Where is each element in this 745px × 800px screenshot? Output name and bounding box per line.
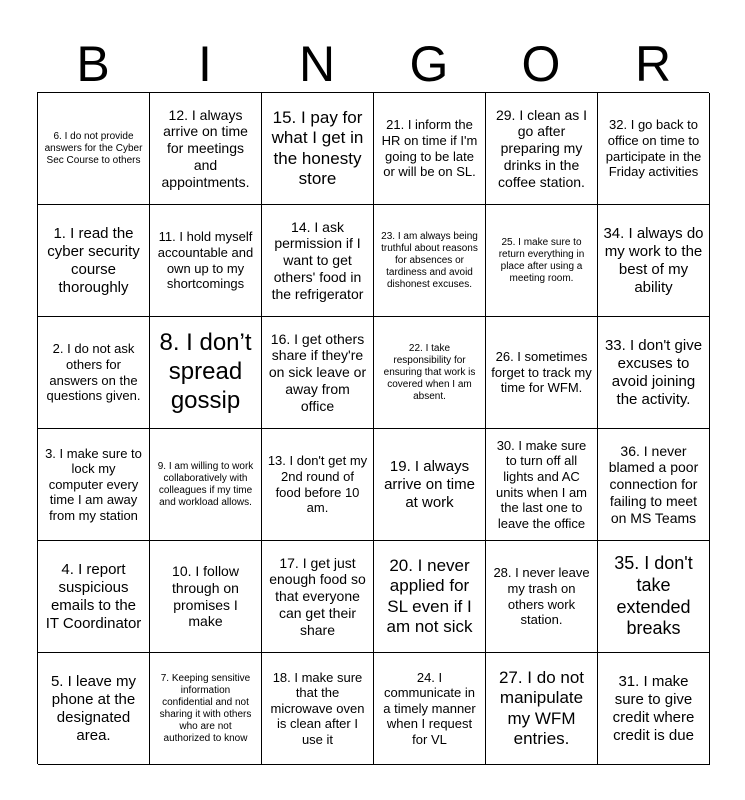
bingo-cell[interactable] bbox=[598, 317, 710, 429]
bingo-cell-text: 30. I make sure to turn off all lights and AC units when I am the last one to leave the office bbox=[495, 437, 588, 531]
bingo-cell[interactable] bbox=[262, 429, 374, 541]
header-letter-i: I bbox=[198, 36, 212, 92]
bingo-cell[interactable] bbox=[374, 429, 486, 541]
bingo-cell-text: 16. I get others share if they're on sick leave or away from office bbox=[268, 330, 367, 414]
bingo-cell-text: 18. I make sure that the microwave oven is clean after I use it bbox=[270, 669, 365, 747]
bingo-cell-text: 32. I go back to office on time to participate in the Friday activities bbox=[605, 117, 702, 180]
bingo-cell[interactable] bbox=[150, 653, 262, 765]
bingo-cell-text: 1. I read the cyber security course thoroughly bbox=[47, 224, 140, 296]
bingo-cell-text: 8. I don’t spread gossip bbox=[159, 329, 252, 414]
bingo-cell[interactable] bbox=[38, 541, 150, 653]
bingo-cell-text: 25. I make sure to return everything in place after using a meeting room. bbox=[498, 236, 585, 284]
bingo-cell-text: 11. I hold myself accountable and own up to my shortcomings bbox=[157, 229, 254, 292]
bingo-cell-text: 4. I report suspicious emails to the IT Coordinator bbox=[45, 560, 142, 632]
header-letter-r: R bbox=[634, 36, 672, 92]
bingo-cell[interactable] bbox=[374, 317, 486, 429]
bingo-cell[interactable] bbox=[150, 429, 262, 541]
bingo-header bbox=[37, 36, 709, 92]
bingo-cell[interactable] bbox=[150, 317, 262, 429]
bingo-cell-text: 3. I make sure to lock my computer every time I am away from my station bbox=[45, 445, 142, 523]
bingo-grid bbox=[37, 92, 709, 764]
bingo-cell-text: 5. I leave my phone at the designated area. bbox=[50, 672, 137, 744]
bingo-cell[interactable] bbox=[598, 205, 710, 317]
bingo-cell[interactable] bbox=[38, 317, 150, 429]
bingo-cell-text: 10. I follow through on promises I make bbox=[172, 562, 239, 630]
bingo-cell-text: 33. I don't give excuses to avoid joining the activity. bbox=[604, 336, 703, 408]
bingo-cell-text: 13. I don't get my 2nd round of food before 10 am. bbox=[267, 453, 368, 516]
bingo-cell[interactable] bbox=[262, 93, 374, 205]
bingo-cell[interactable] bbox=[262, 541, 374, 653]
bingo-cell-text: 2. I do not ask others for answers on the questions given. bbox=[46, 341, 141, 404]
bingo-cell[interactable] bbox=[598, 541, 710, 653]
bingo-cell[interactable] bbox=[598, 429, 710, 541]
bingo-cell[interactable] bbox=[38, 93, 150, 205]
bingo-cell[interactable] bbox=[374, 205, 486, 317]
header-letter-g: G bbox=[409, 36, 449, 92]
header-letter-b: B bbox=[76, 36, 110, 92]
bingo-cell-text: 28. I never leave my trash on others work station. bbox=[493, 565, 590, 628]
bingo-cell-text: 21. I inform the HR on time if I'm going to be late or will be on SL. bbox=[381, 117, 478, 180]
bingo-cell[interactable] bbox=[598, 93, 710, 205]
bingo-cell[interactable] bbox=[38, 429, 150, 541]
bingo-cell-text: 27. I do not manipulate my WFM entries. bbox=[498, 667, 585, 748]
bingo-cell[interactable] bbox=[486, 93, 598, 205]
bingo-cell[interactable] bbox=[486, 541, 598, 653]
bingo-cell[interactable] bbox=[262, 317, 374, 429]
bingo-cell[interactable] bbox=[374, 93, 486, 205]
bingo-cell[interactable] bbox=[262, 653, 374, 765]
bingo-cell[interactable] bbox=[486, 429, 598, 541]
bingo-cell-text: 19. I always arrive on time at work bbox=[384, 457, 475, 511]
bingo-cell-text: 14. I ask permission if I want to get others' food in the refrigerator bbox=[271, 218, 364, 302]
bingo-cell[interactable] bbox=[486, 205, 598, 317]
bingo-cell[interactable] bbox=[150, 541, 262, 653]
bingo-cell[interactable] bbox=[486, 653, 598, 765]
bingo-cell[interactable] bbox=[374, 541, 486, 653]
bingo-cell-text: 12. I always arrive on time for meetings and appointments. bbox=[161, 106, 250, 190]
bingo-cell-text: 6. I do not provide answers for the Cyber Sec Course to others bbox=[44, 130, 143, 166]
bingo-cell[interactable] bbox=[150, 93, 262, 205]
header-letter-n: N bbox=[298, 36, 336, 92]
bingo-cell-text: 34. I always do my work to the best of my ability bbox=[603, 224, 704, 296]
bingo-cell-text: 7. Keeping sensitive information confidential and not sharing it with others who are not authorized to know bbox=[159, 672, 252, 744]
bingo-cell-text: 9. I am willing to work collaboratively with colleagues if my time and workload allows. bbox=[157, 460, 254, 508]
bingo-cell-text: 24. I communicate in a timely manner when I request for VL bbox=[383, 669, 476, 747]
bingo-cell-text: 29. I clean as I go after preparing my drinks in the coffee station. bbox=[495, 106, 588, 190]
bingo-cell[interactable] bbox=[150, 205, 262, 317]
bingo-cell-text: 15. I pay for what I get in the honesty store bbox=[271, 107, 364, 188]
bingo-cell[interactable] bbox=[486, 317, 598, 429]
bingo-cell[interactable] bbox=[598, 653, 710, 765]
bingo-cell[interactable] bbox=[374, 653, 486, 765]
bingo-cell[interactable] bbox=[38, 653, 150, 765]
bingo-cell-text: 26. I sometimes forget to track my time for WFM. bbox=[491, 349, 592, 396]
bingo-cell-text: 31. I make sure to give credit where credit is due bbox=[612, 672, 695, 744]
bingo-cell-text: 23. I am always being truthful about reasons for absences or tardiness and avoid dishonest excuses. bbox=[381, 230, 478, 290]
bingo-cell-text: 22. I take responsibility for ensuring that work is covered when I am absent. bbox=[383, 342, 476, 402]
bingo-cell-text: 17. I get just enough food so that everyone can get their share bbox=[269, 554, 366, 638]
bingo-cell[interactable] bbox=[38, 205, 150, 317]
bingo-cell-text: 35. I don't take extended breaks bbox=[614, 553, 693, 639]
bingo-cell-text: 20. I never applied for SL even if I am not sick bbox=[386, 555, 473, 636]
bingo-cell[interactable] bbox=[262, 205, 374, 317]
bingo-cell-text: 36. I never blamed a poor connection for failing to meet on MS Teams bbox=[608, 442, 699, 526]
header-letter-o: O bbox=[521, 36, 561, 92]
